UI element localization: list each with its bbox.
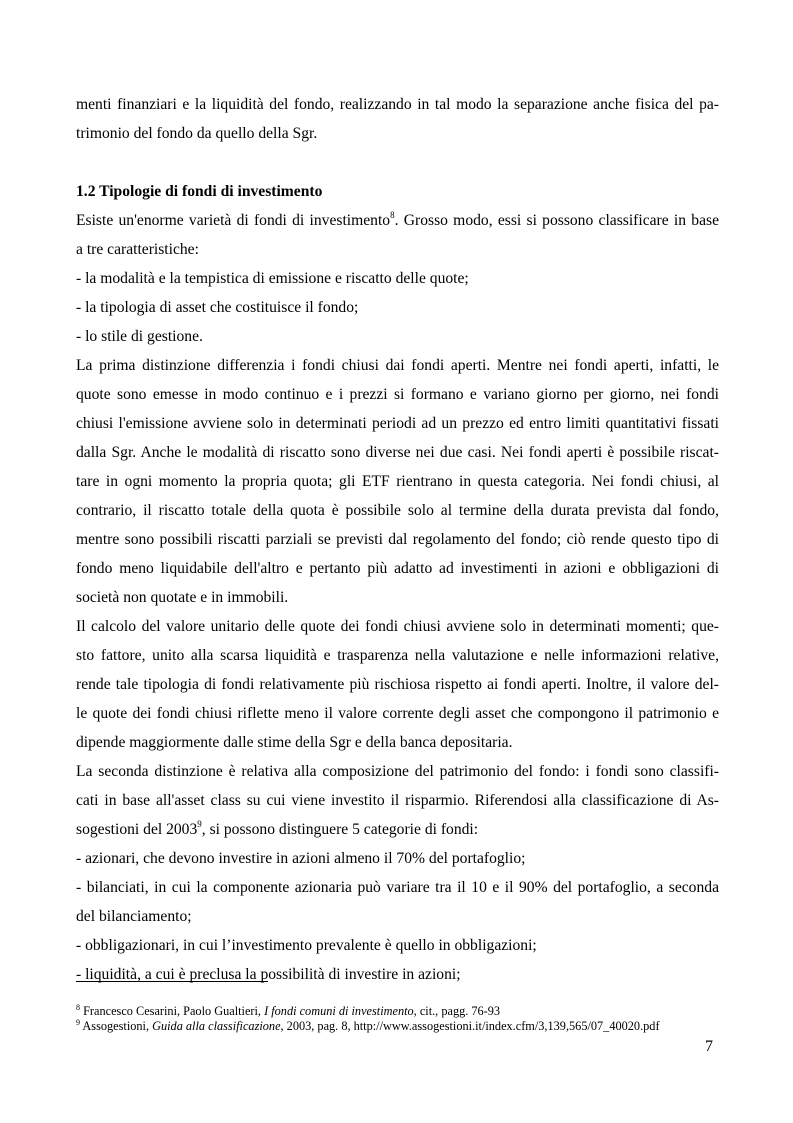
p2-line-3: chiusi l'emissione avviene solo in determinati periodi ad un prezzo ed entro limiti quantitativi fissati	[76, 415, 719, 432]
footnote-separator	[76, 981, 268, 982]
intro-line-1: menti finanziari e la liquidità del fondo, realizzando in tal modo la separazione anche fisica del pa-	[76, 96, 719, 113]
p1-line-1	[76, 206, 719, 235]
p2-line-4: dalla Sgr. Anche le modalità di riscatto sono diverse nei due casi. Nei fondi aperti è possibile riscat-	[76, 444, 719, 461]
section-heading: 1.2 Tipologie di fondi di investimento	[76, 183, 323, 200]
category-bilanciati-line-1: - bilanciati, in cui la componente azionaria può variare tra il 10 e il 90% del portafoglio, a seconda	[76, 879, 719, 896]
p2-line-5: tare in ogni momento la propria quota; gli ETF rientrano in questa categoria. Nei fondi chiusi, al	[76, 473, 719, 490]
p3-line-2: sto fattore, unito alla scarsa liquidità e trasparenza nella valutazione e nelle informazioni relative,	[76, 647, 719, 664]
p1-text-before: Esiste un'enorme varietà di fondi di investimento	[76, 212, 391, 229]
footnote-9	[76, 1019, 736, 1034]
footnotes	[76, 1004, 736, 1034]
criteria-item-3: - lo stile di gestione.	[76, 328, 203, 345]
p4-line-3	[76, 815, 719, 844]
footnote-text: , 2003, pag. 8, http://www.assogestioni.it/index.cfm/3,139,565/07_40020.pdf	[280, 1019, 660, 1033]
footnote-text: Assogestioni,	[82, 1019, 153, 1033]
p2-line-9: società non quotate e in immobili.	[76, 589, 289, 606]
p2-line-6: contrario, il riscatto totale della quota è possibile solo al termine della durata prevista dal fondo,	[76, 502, 719, 519]
p4-line-2: cati in base all'asset class su cui viene investito il risparmio. Riferendosi alla classificazione di As-	[76, 792, 719, 809]
p3-line-5: dipende maggiormente dalle stime della Sgr e della banca depositaria.	[76, 734, 513, 751]
category-obbligazionari: - obbligazionari, in cui l’investimento prevalente è quello in obbligazioni;	[76, 937, 537, 954]
p4-text-before: sogestioni del 2003	[76, 821, 198, 838]
footnote-8	[76, 1004, 736, 1019]
footnote-number: 9	[76, 1018, 80, 1027]
footnote-ref-9[interactable]: 9	[197, 819, 202, 829]
page-number: 7	[705, 1038, 713, 1055]
p2-line-1: La prima distinzione differenzia i fondi chiusi dai fondi aperti. Mentre nei fondi aperti, infatti, le	[76, 357, 719, 374]
category-azionari: - azionari, che devono investire in azioni almeno il 70% del portafoglio;	[76, 850, 526, 867]
page-body	[76, 90, 719, 989]
p1-text-after: . Grosso modo, essi si possono classificare in base	[394, 212, 719, 229]
p2-line-7: mentre sono possibili riscatti parziali se previsti dal regolamento del fondo; ciò rende questo tipo di	[76, 531, 719, 548]
footnote-number: 8	[76, 1003, 80, 1012]
p1-line-2: a tre caratteristiche:	[76, 241, 199, 258]
category-bilanciati-line-2: del bilanciamento;	[76, 908, 192, 925]
p3-line-1: Il calcolo del valore unitario delle quote dei fondi chiusi avviene solo in determinati momenti; que-	[76, 618, 719, 635]
section-gap	[76, 148, 719, 177]
p3-line-4: le quote dei fondi chiusi riflette meno il valore corrente degli asset che compongono il patrimonio e	[76, 705, 719, 722]
criteria-item-1: - la modalità e la tempistica di emissione e riscatto delle quote;	[76, 270, 469, 287]
footnote-text: Francesco Cesarini, Paolo Gualtieri,	[83, 1004, 265, 1018]
p2-line-2: quote sono emesse in modo continuo e i prezzi si formano e variano giorno per giorno, nei fondi	[76, 386, 719, 403]
footnote-book-title: I fondi comuni di investimento	[264, 1004, 414, 1018]
p4-text-after: , si possono distinguere 5 categorie di fondi:	[201, 821, 479, 838]
intro-line-2: trimonio del fondo da quello della Sgr.	[76, 125, 318, 142]
footnote-ref-8[interactable]: 8	[390, 210, 395, 220]
category-liquidita: - liquidità, a cui è preclusa la possibilità di investire in azioni;	[76, 966, 461, 983]
p4-line-1: La seconda distinzione è relativa alla composizione del patrimonio del fondo: i fondi sono classifi-	[76, 763, 719, 780]
p3-line-3: rende tale tipologia di fondi relativamente più rischiosa rispetto ai fondi aperti. Inoltre, il valore del-	[76, 676, 719, 693]
criteria-item-2: - la tipologia di asset che costituisce il fondo;	[76, 299, 359, 316]
footnote-book-title: Guida alla classificazione	[152, 1019, 281, 1033]
p2-line-8: fondo meno liquidabile dell'altro e pertanto più adatto ad investimenti in azioni e obbligazioni di	[76, 560, 719, 577]
footnote-text: , cit., pagg. 76-93	[413, 1004, 501, 1018]
